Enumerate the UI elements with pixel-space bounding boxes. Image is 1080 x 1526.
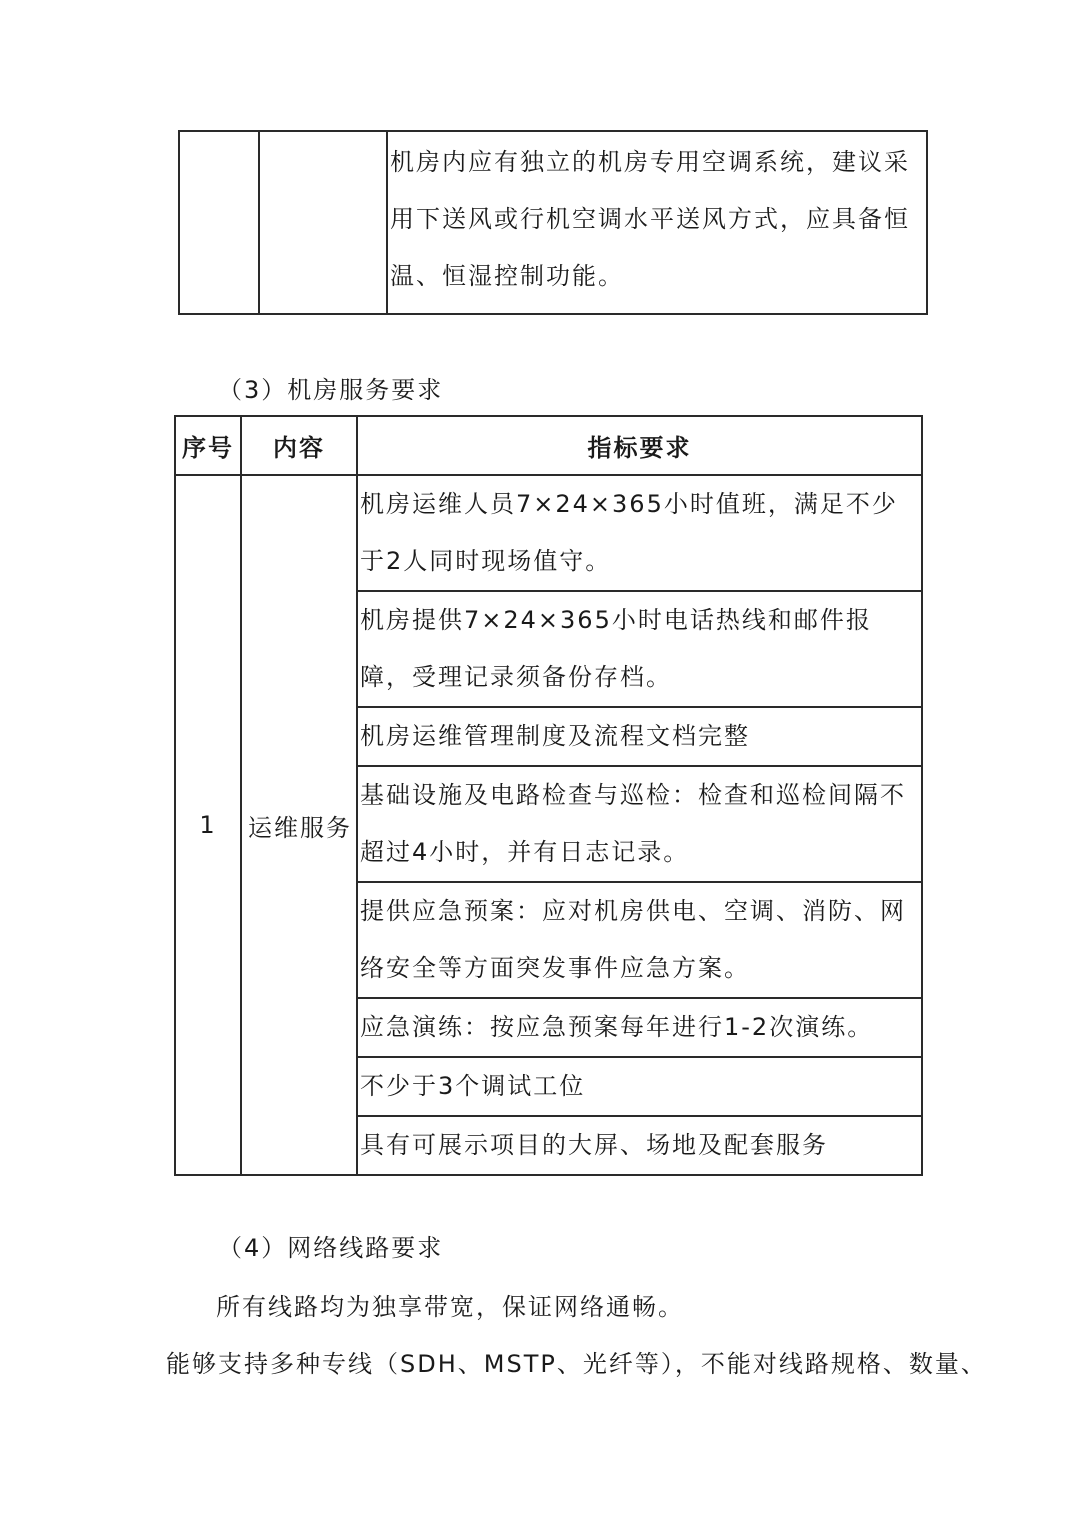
row-content: 运维服务 bbox=[241, 475, 357, 1175]
header-content: 内容 bbox=[241, 416, 357, 475]
section-heading: （3）机房服务要求 bbox=[218, 376, 444, 404]
empty-number-cell bbox=[179, 131, 259, 314]
requirement-item: 机房提供7×24×365小时电话热线和邮件报障，受理记录须备份存档。 bbox=[357, 591, 922, 707]
continued-table bbox=[178, 130, 928, 315]
section-heading: （4）网络线路要求 bbox=[218, 1234, 444, 1262]
table-row bbox=[175, 475, 922, 591]
requirement-item: 不少于3个调试工位 bbox=[357, 1057, 922, 1116]
requirement-item: 提供应急预案：应对机房供电、空调、消防、网络安全等方面突发事件应急方案。 bbox=[357, 882, 922, 998]
requirement-item: 机房运维人员7×24×365小时值班，满足不少于2人同时现场值守。 bbox=[357, 475, 922, 591]
header-requirement: 指标要求 bbox=[357, 416, 922, 475]
table-row bbox=[179, 131, 927, 314]
paragraph: 所有线路均为独享带宽，保证网络通畅。 bbox=[216, 1293, 684, 1321]
requirement-item: 具有可展示项目的大屏、场地及配套服务 bbox=[357, 1116, 922, 1175]
requirement-cell: 机房内应有独立的机房专用空调系统，建议采用下送风或行机空调水平送风方式，应具备恒温、恒湿控制功能。 bbox=[387, 131, 927, 314]
requirement-item: 机房运维管理制度及流程文档完整 bbox=[357, 707, 922, 766]
paragraph: 能够支持多种专线（SDH、MSTP、光纤等），不能对线路规格、数量、 bbox=[166, 1350, 987, 1378]
row-number: 1 bbox=[175, 475, 241, 1175]
requirement-item: 应急演练：按应急预案每年进行1-2次演练。 bbox=[357, 998, 922, 1057]
empty-content-cell bbox=[259, 131, 387, 314]
requirement-item: 基础设施及电路检查与巡检：检查和巡检间隔不超过4小时，并有日志记录。 bbox=[357, 766, 922, 882]
table-header-row bbox=[175, 416, 922, 475]
service-requirements-table bbox=[174, 415, 923, 1176]
header-number: 序号 bbox=[175, 416, 241, 475]
